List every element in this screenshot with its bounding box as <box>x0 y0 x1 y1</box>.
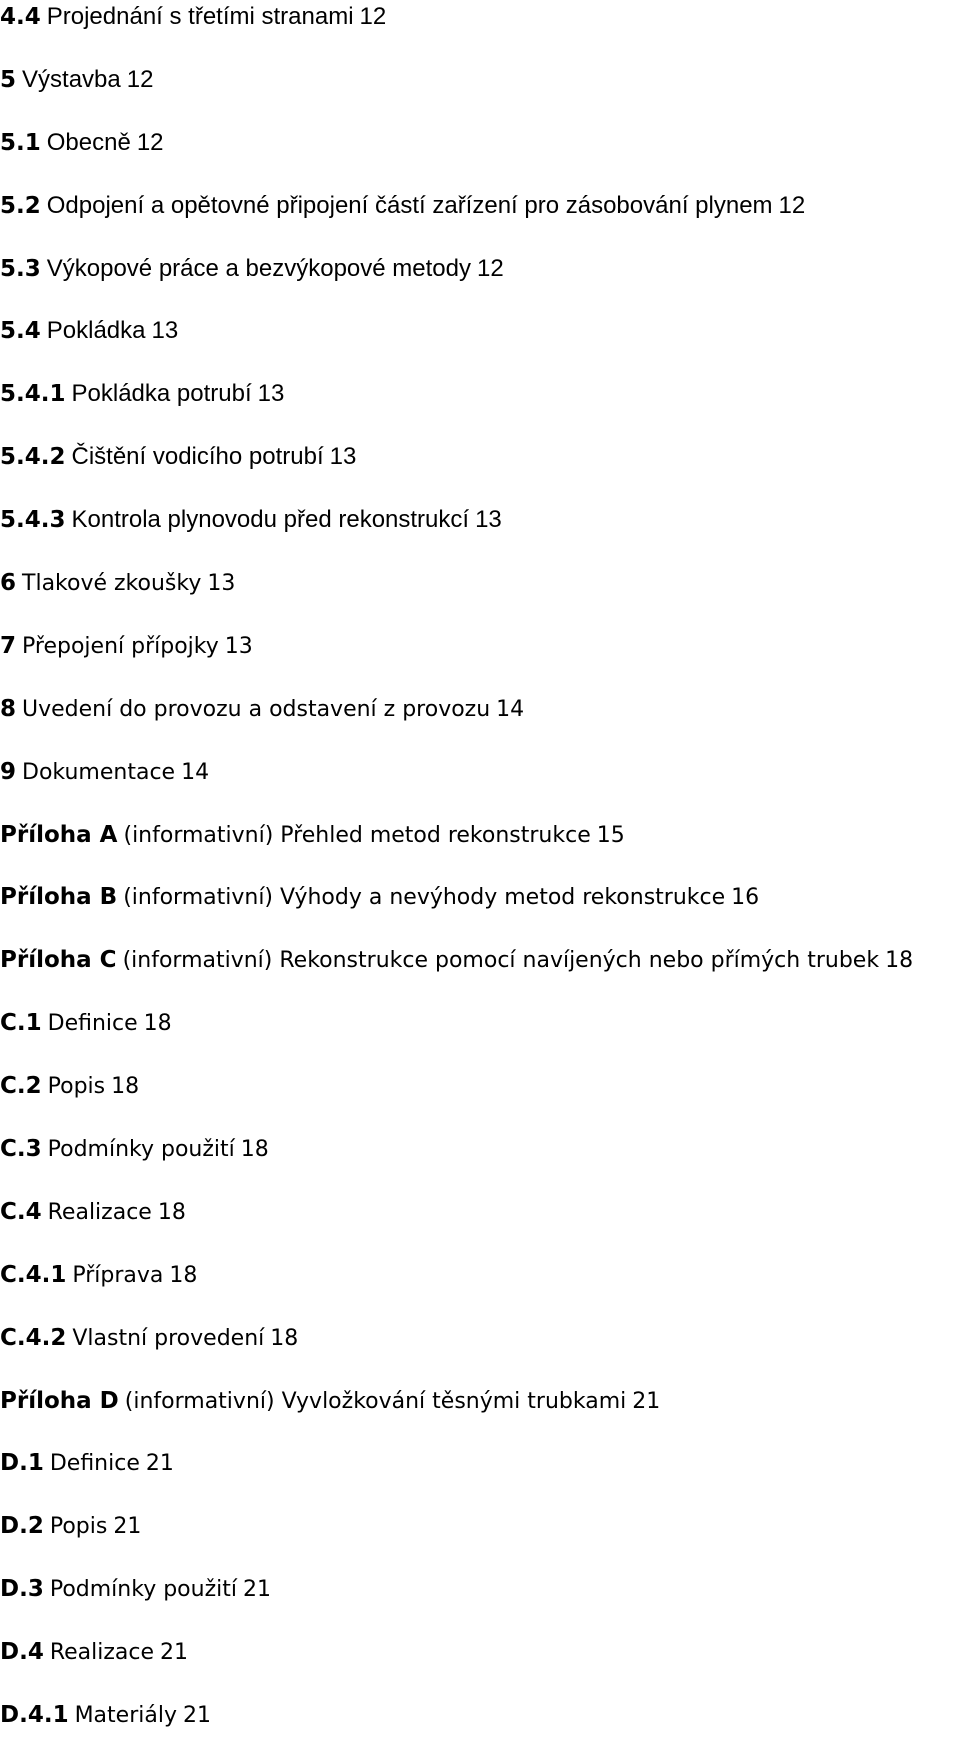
toc-entry-title: Definice <box>47 1011 138 1037</box>
toc-entry-title: Dokumentace <box>22 759 176 785</box>
toc-entry <box>0 1384 960 1447</box>
toc-entry-title: Uvedení do provozu a odstavení z provozu <box>22 696 491 722</box>
toc-entry-line <box>0 567 235 600</box>
toc-entry-title: (informativní) Výhody a nevýhody metod rekonstrukce <box>123 885 726 911</box>
toc-entry-line <box>0 190 805 222</box>
toc-entry-line <box>0 1636 188 1669</box>
toc-entry <box>0 1069 960 1132</box>
toc-entry-page-number: 18 <box>240 1137 269 1163</box>
toc-entry <box>0 818 960 881</box>
toc-entry-page-number: 21 <box>160 1640 189 1666</box>
toc-entry-number: C.4.1 <box>0 1261 67 1288</box>
toc-entry <box>0 1132 960 1195</box>
toc-entry-title: Realizace <box>47 1199 152 1225</box>
toc-entry-number: 5.4.1 <box>0 381 66 408</box>
toc-entry-line <box>0 378 284 410</box>
toc-entry-line <box>0 64 153 96</box>
toc-entry <box>0 1258 960 1321</box>
toc-entry-page-number: 13 <box>475 506 502 534</box>
toc-entry-page-number: 12 <box>136 128 164 156</box>
toc-entry-title: Popis <box>47 1074 106 1100</box>
toc-entry-page-number: 18 <box>157 1199 186 1225</box>
toc-entry <box>0 377 960 440</box>
toc-entry-number: C.4.2 <box>0 1324 67 1351</box>
toc-entry-line <box>0 1322 298 1355</box>
toc-entry-line <box>0 1699 211 1732</box>
toc-entry-line <box>0 1259 197 1292</box>
toc-entry-title: Podmínky použití <box>47 1137 235 1163</box>
toc-entry-number: D.4.1 <box>0 1702 69 1729</box>
toc-entry-title: Podmínky použití <box>49 1577 237 1603</box>
toc-entry-page-number: 18 <box>111 1074 140 1100</box>
toc-entry-line <box>0 441 356 473</box>
toc-entry-page-number: 18 <box>169 1262 198 1288</box>
toc-entry-title: Příprava <box>72 1262 164 1288</box>
toc-entry-title: Tlakové zkoušky <box>22 571 202 597</box>
toc-entry-line <box>0 1510 141 1543</box>
toc-entry-line <box>0 1133 269 1166</box>
toc-entry-line <box>0 819 625 852</box>
toc-entry-number: 9 <box>0 758 17 785</box>
toc-entry-title: Pokládka <box>46 317 146 345</box>
toc-entry <box>0 1509 960 1572</box>
toc-entry <box>0 126 960 189</box>
toc-entry-page-number: 12 <box>126 65 154 93</box>
toc-entry <box>0 252 960 315</box>
toc-entry-page-number: 21 <box>145 1451 174 1477</box>
toc-entry-title: Obecně <box>46 128 131 156</box>
toc-entry-line <box>0 756 209 789</box>
toc-entry <box>0 1321 960 1384</box>
toc-entry-page-number: 21 <box>113 1514 142 1540</box>
toc-entry-page-number: 14 <box>496 696 525 722</box>
toc-entry-number: D.4 <box>0 1639 44 1666</box>
toc-entry-line <box>0 1573 271 1606</box>
toc-entry-line <box>0 253 504 285</box>
toc-entry-number: 8 <box>0 695 17 722</box>
toc-entry-number: C.1 <box>0 1010 42 1037</box>
toc-entry <box>0 440 960 503</box>
toc-entry-line <box>0 944 913 977</box>
toc-entry-page-number: 21 <box>632 1388 661 1414</box>
toc-entry-line <box>0 881 759 914</box>
toc-entry-number: D.2 <box>0 1513 44 1540</box>
toc-entry <box>0 629 960 692</box>
toc-entry-title: Výstavba <box>22 65 121 93</box>
toc-entry-number: 5.3 <box>0 255 41 282</box>
toc-entry-line <box>0 1196 186 1229</box>
toc-entry-page-number: 15 <box>596 822 625 848</box>
toc-entry-number: C.2 <box>0 1073 42 1100</box>
toc-entry-title: Vlastní provedení <box>72 1325 265 1351</box>
toc-entry <box>0 692 960 755</box>
toc-entry-title: Projednání s třetími stranami <box>46 3 354 30</box>
toc-entry-page-number: 18 <box>143 1011 172 1037</box>
toc-entry-page-number: 13 <box>257 380 285 408</box>
toc-entry-title: Výkopové práce a bezvýkopové metody <box>46 254 471 282</box>
toc-entry-page-number: 13 <box>151 317 179 345</box>
toc-entry-number: Příloha B <box>0 884 118 911</box>
toc-entry-page-number: 13 <box>207 571 236 597</box>
toc-entry-number: 5.4 <box>0 318 41 345</box>
toc-entry-page-number: 18 <box>885 948 914 974</box>
toc-entry-number: 5.2 <box>0 192 41 219</box>
toc-entry <box>0 1006 960 1069</box>
toc-entry-page-number: 13 <box>224 633 253 659</box>
toc-entry <box>0 503 960 566</box>
toc-entry-line <box>0 315 178 347</box>
toc-entry-title: (informativní) Vyvložkování těsnými trubkami <box>124 1388 627 1414</box>
toc-entry-page-number: 12 <box>778 191 806 219</box>
toc-entry-title: Realizace <box>49 1640 155 1666</box>
toc-entry-number: 6 <box>0 570 17 597</box>
toc-entry-number: 4.4 <box>0 4 41 30</box>
toc-entry-line <box>0 1007 172 1040</box>
toc-entry-number: Příloha A <box>0 821 118 848</box>
toc-entry-number: 7 <box>0 632 17 659</box>
toc-entry-page-number: 12 <box>477 254 504 282</box>
toc-entry-title: Čištění vodicího potrubí <box>71 443 324 471</box>
toc-entry-title: Pokládka potrubí <box>71 380 252 408</box>
toc-entry-title: Odpojení a opětovné připojení částí zařízení pro zásobování plynem <box>46 191 773 219</box>
toc-entry-title: (informativní) Rekonstrukce pomocí navíjených nebo přímých trubek <box>122 948 880 974</box>
toc-entry-page-number: 21 <box>182 1703 211 1729</box>
toc-entry <box>0 755 960 818</box>
toc-entry-page-number: 21 <box>242 1577 271 1603</box>
toc-entry-number: Příloha D <box>0 1387 119 1414</box>
toc-entry <box>0 566 960 629</box>
toc-entry-number: 5.4.3 <box>0 507 66 534</box>
toc-entry-title: (informativní) Přehled metod rekonstrukce <box>123 822 591 848</box>
toc-entry <box>0 1698 960 1761</box>
toc-entry-line <box>0 1070 139 1103</box>
toc-entry <box>0 63 960 126</box>
toc-entry <box>0 1195 960 1258</box>
toc-entry <box>0 0 960 63</box>
toc-entry-number: Příloha C <box>0 947 117 974</box>
toc-entry-line <box>0 504 502 536</box>
toc-entry-page-number: 13 <box>329 443 357 471</box>
toc-entry <box>0 943 960 1006</box>
toc-entry-line <box>0 693 524 726</box>
toc-entry <box>0 1446 960 1509</box>
toc-entry-number: 5.4.2 <box>0 444 66 471</box>
toc-entry <box>0 189 960 252</box>
toc-entry-line <box>0 1447 174 1480</box>
toc-entry <box>0 314 960 377</box>
toc-entry-number: 5.1 <box>0 129 41 156</box>
toc-entry-line <box>0 1 386 33</box>
toc-entry-title: Popis <box>49 1514 108 1540</box>
toc-entry-page-number: 16 <box>731 885 760 911</box>
toc-entry-title: Kontrola plynovodu před rekonstrukcí <box>71 506 470 534</box>
toc-entry <box>0 1635 960 1698</box>
toc-entry <box>0 880 960 943</box>
toc-entry-number: 5 <box>0 66 17 93</box>
toc-entry-number: C.4 <box>0 1198 42 1225</box>
toc-entry-title: Přepojení přípojky <box>22 633 219 659</box>
toc-entry-page-number: 18 <box>270 1325 299 1351</box>
toc-entry-page-number: 14 <box>181 759 210 785</box>
toc-entry-page-number: 12 <box>359 3 387 30</box>
toc-entry-number: D.3 <box>0 1576 44 1603</box>
toc-entry <box>0 1572 960 1635</box>
toc-entry-line <box>0 127 164 159</box>
toc-entry-number: D.1 <box>0 1450 44 1477</box>
toc-entry-line <box>0 1385 660 1418</box>
toc-entry-title: Materiály <box>74 1703 177 1729</box>
toc-entry-title: Definice <box>49 1451 140 1477</box>
toc-entry-line <box>0 630 253 663</box>
toc-entry-number: C.3 <box>0 1136 42 1163</box>
